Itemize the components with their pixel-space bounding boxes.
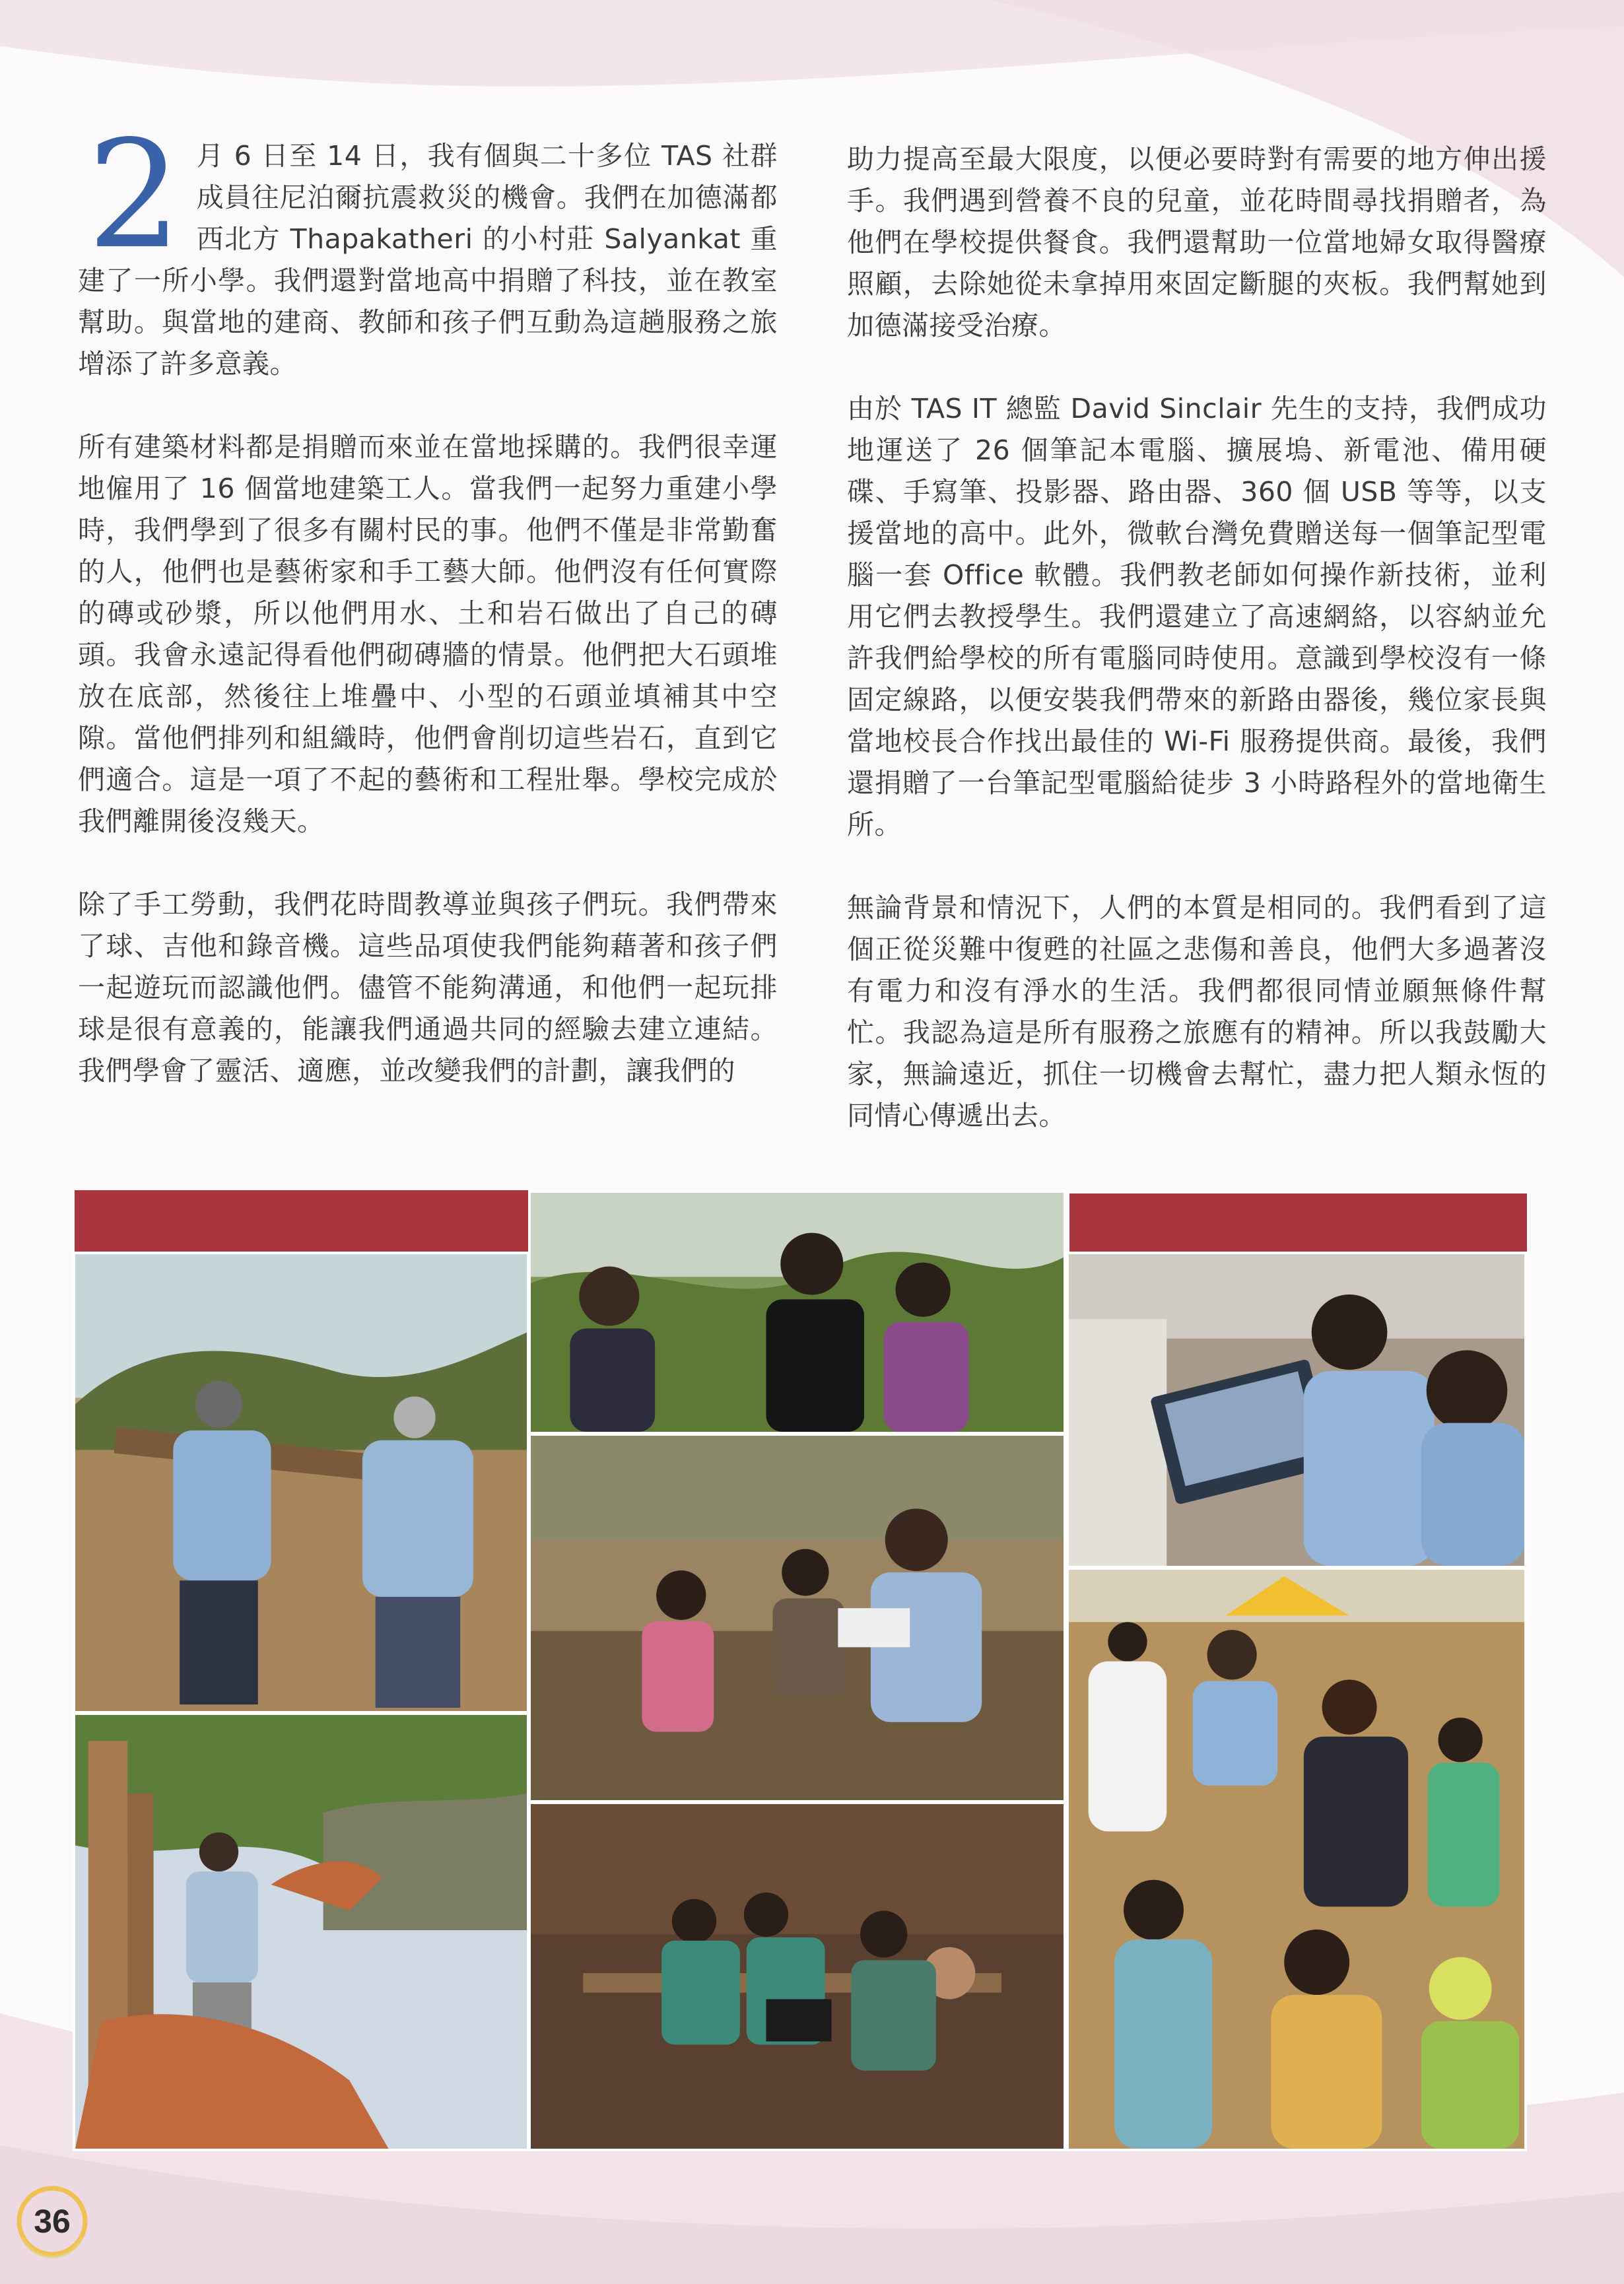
photo-laptop-lesson <box>1066 1252 1527 1568</box>
photo-classroom-laptops <box>528 1801 1066 2151</box>
drop-cap: 2 <box>87 109 182 282</box>
right-text-column <box>847 139 1547 1178</box>
photo-reading-with-children <box>528 1433 1066 1803</box>
left-text-column <box>78 109 778 1133</box>
closing-paragraph: 無論背景和情況下，人們的本質是相同的。我們看到了這個正從災難中復甦的社區之悲傷和善良，他們大多過著沒有電力和沒有淨水的生活。我們都很同情並願無條件幫忙。我認為這是所有服務之旅應有的精神。所以我鼓勵大家，無論遠近，抓住一切機會去幫忙，盡力把人類永恆的同情心傳遞出去。 <box>847 892 1547 1131</box>
intro-paragraph-text: 月 6 日至 14 日，我有個與二十多位 TAS 社群成員往尼泊爾抗震救災的機會。我們在加德滿都西北方 Thapakatheri 的小村莊 Salyankat 重建了一所小學。我們還對當地高中捐贈了科技，並在教室幫助。與當地的建商、教師和孩子們互動為這趟服務之旅增添了許多意義。 <box>78 140 778 380</box>
photo-header-bar-left <box>75 1190 528 1253</box>
page-number: 36 <box>34 2203 71 2240</box>
intro-paragraph <box>78 109 778 385</box>
photo-flute-lesson <box>528 1190 1066 1434</box>
photo-header-bar-right <box>1069 1193 1527 1254</box>
building-paragraph: 所有建築材料都是捐贈而來並在當地採購的。我們很幸運地僱用了 16 個當地建築工人。當我們一起努力重建小學時，我們學到了很多有關村民的事。他們不僅是非常勤奮的人，他們也是藝術家和手工藝大師。他們沒有任何實際的磚或砂漿，所以他們用水、土和岩石做出了自己的磚頭。我會永遠記得看他們砌磚牆的情景。他們把大石頭堆放在底部，然後往上堆疊中、小型的石頭並填補其中空隙。當他們排列和組織時，他們會削切這些岩石，直到它們適合。這是一項了不起的藝術和工程壯舉。學校完成於我們離開後沒幾天。 <box>78 431 778 837</box>
photo-crafts-with-children <box>1066 1567 1527 2151</box>
page-number-badge <box>9 2178 95 2264</box>
teaching-paragraph: 除了手工勞動，我們花時間教導並與孩子們玩。我們帶來了球、吉他和錄音機。這些品項使我們能夠藉著和孩子們一起遊玩而認識他們。儘管不能夠溝通，和他們一起玩排球是很有意義的，能讓我們通過共同的經驗去建立連結。我們學會了靈活、適應，並改變我們的計劃，讓我們的 <box>78 889 778 1087</box>
technology-paragraph: 由於 TAS IT 總監 David Sinclair 先生的支持，我們成功地運送了 26 個筆記本電腦、擴展塢、新電池、備用硬碟、手寫筆、投影器、路由器、360 個 USB 等等，以支援當地的高中。此外，微軟台灣免費贈送每一個筆記型電腦一套 Office 軟體。我們教老師如何操作新技術，並利用它們去教授學生。我們還建立了高速網絡，以容納並允許我們給學校的所有電腦同時使用。意識到學校沒有一條固定線路，以便安裝我們帶來的新路由器後，幾位家長與當地校長合作找出最佳的 Wi-Fi 服務提供商。最後，我們還捐贈了一台筆記型電腦給徒步 3 小時路程外的當地衛生所。 <box>847 393 1547 840</box>
continuation-paragraph: 助力提高至最大限度，以便必要時對有需要的地方伸出援手。我們遇到營養不良的兒童，並花時間尋找捐贈者，為他們在學校提供餐食。我們還幫助一位當地婦女取得醫療照顧，去除她從未拿掉用來固定斷腿的夾板。我們幫她到加德滿接受治療。 <box>847 143 1547 341</box>
photo-carrying-timber <box>73 1252 529 1714</box>
photo-brick-work <box>73 1712 529 2151</box>
